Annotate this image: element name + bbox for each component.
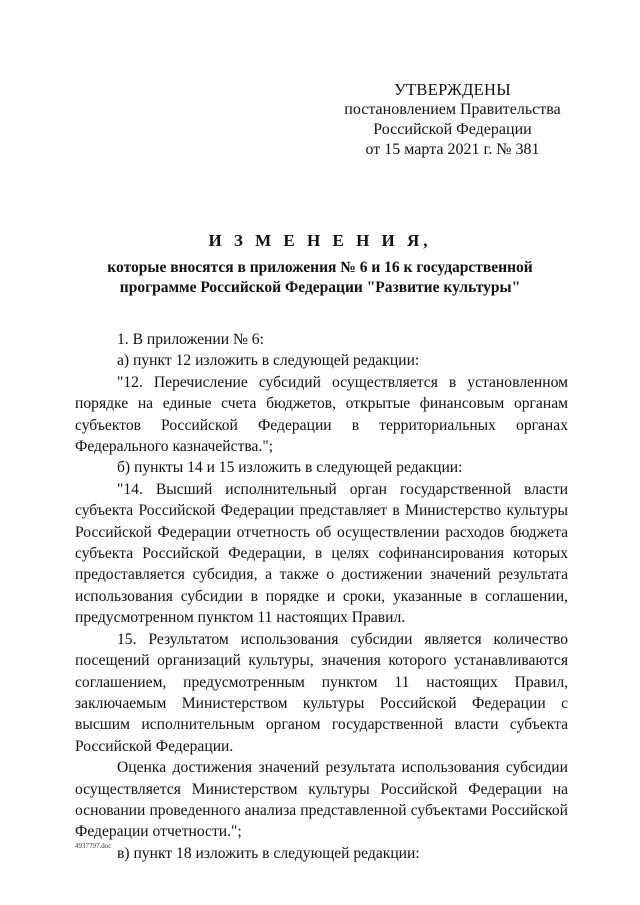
heading-subtitle — [70, 258, 570, 298]
approval-line-3: от 15 марта 2021 г. № 381 — [365, 141, 540, 158]
paragraph-6: 15. Результатом использования субсидии является количество посещений организаций культуры, значения которого устанавливаются соглашением, предусмотренным пунктом 11 настоящих Правил, заключаемым Министерством культуры Российской Федерации с высшим исполнительным органом государственной власти субъекта Российской Федерации. — [75, 630, 568, 755]
paragraph-1: 1. В приложении № 6: — [117, 331, 264, 348]
approval-line-2: Российской Федерации — [373, 121, 532, 138]
heading-subtitle-line-2: программе Российской Федерации "Развитие культуры" — [119, 279, 521, 296]
heading-subtitle-line-1: которые вносятся в приложения № 6 и 16 к государственной — [107, 259, 533, 276]
document-body — [75, 329, 568, 864]
approval-block — [320, 80, 585, 160]
document-file-id: 4937797.doc — [75, 842, 112, 850]
paragraph-8: в) пункт 18 изложить в следующей редакции: — [117, 844, 420, 862]
approval-line-1: постановлением Правительства — [344, 101, 561, 118]
document-heading — [70, 230, 570, 298]
paragraph-4: б) пункты 14 и 15 изложить в следующей редакции: — [117, 459, 463, 477]
approval-title: УТВЕРЖДЕНЫ — [394, 80, 511, 99]
paragraph-2: а) пункт 12 изложить в следующей редакции: — [117, 352, 420, 370]
paragraph-5: "14. Высший исполнительный орган государственной власти субъекта Российской Федерации представляет в Министерство культуры Российской Федерации отчетность об осуществлении расходов бюджета субъекта Российской Федерации, в целях софинансирования которых предоставляется субсидия, а также о достижении значений результата использования субсидии в порядке и сроки, указанные в соглашении, предусмотренном пунктом 11 настоящих Правил. — [75, 480, 568, 627]
paragraph-7: Оценка достижения значений результата использования субсидии осуществляется Министерством культуры Российской Федерации на основании проведенного анализа представленной субъектами Российской Федерации отчетности."; — [75, 759, 568, 841]
heading-title: И З М Е Н Е Н И Я, — [208, 231, 432, 250]
paragraph-3: "12. Перечисление субсидий осуществляется в установленном порядке на единые счета бюджетов, открытые финансовым органам субъектов Российской Федерации в территориальных органах Федерального казначейства."; — [75, 373, 568, 456]
